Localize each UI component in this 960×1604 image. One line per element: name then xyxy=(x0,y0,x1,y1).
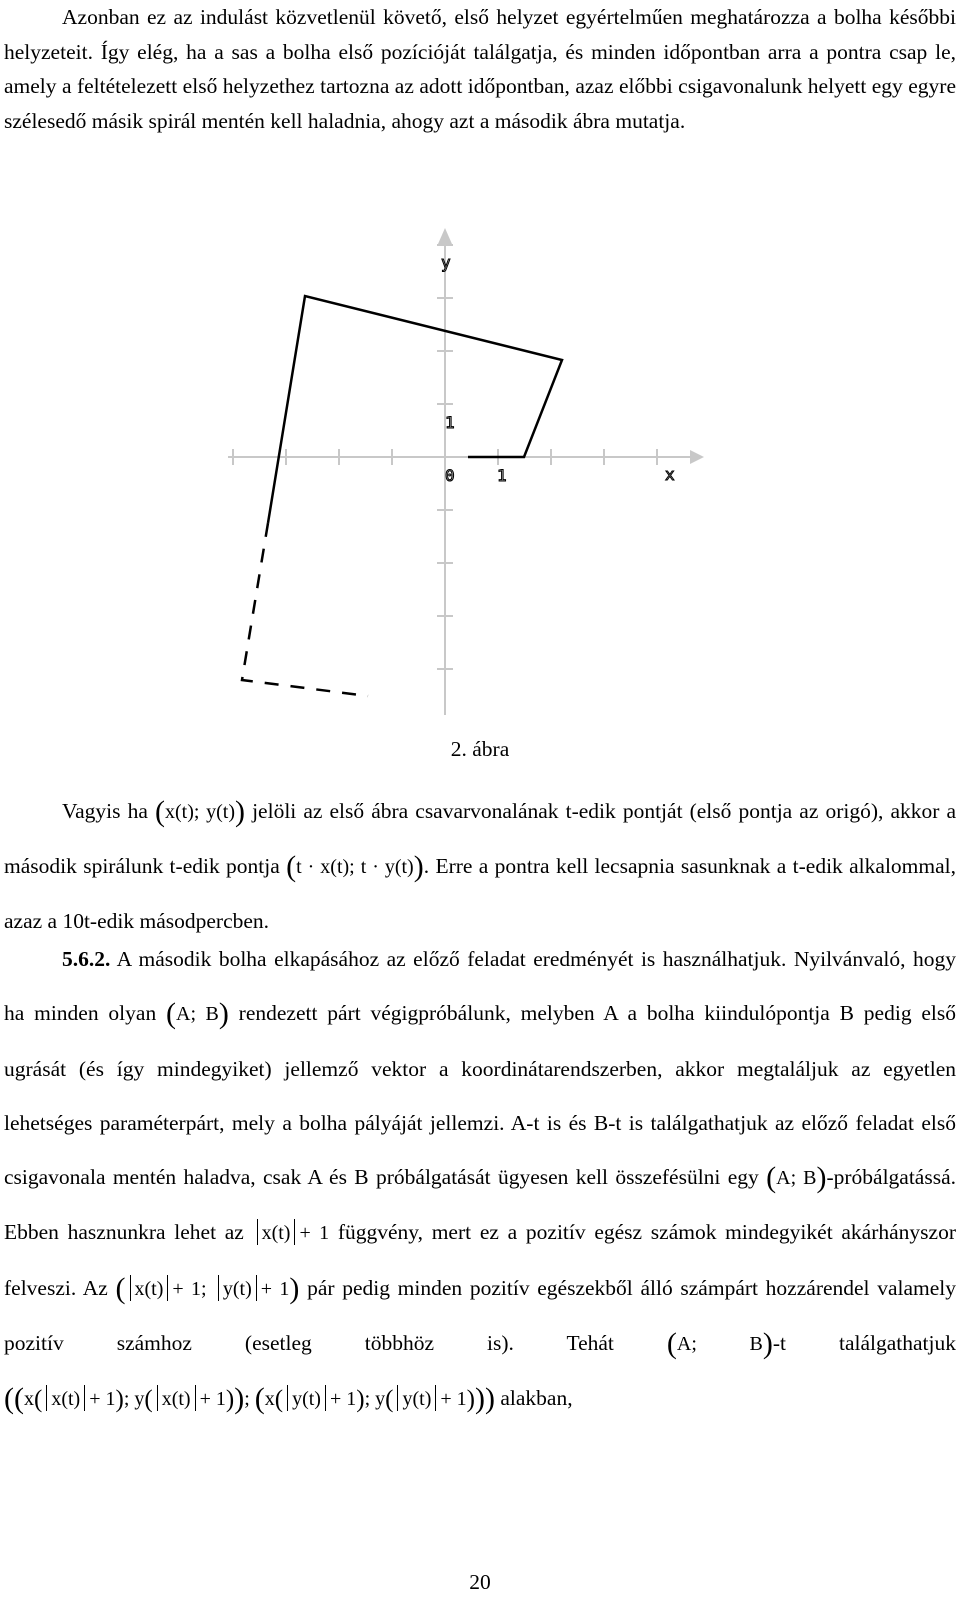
spiral-plot xyxy=(228,220,708,715)
y-axis-arrow xyxy=(438,228,452,244)
formula-pair-ab-2: (A; B) xyxy=(766,1161,827,1195)
paragraph-2 xyxy=(4,784,956,948)
paragraph-3-text-4: függvény, mert ez a pozitív egész számok mindegyikét akárhányszor felveszi. Az xyxy=(4,1220,956,1300)
paragraph-1 xyxy=(4,0,956,138)
spiral-dashed-path xyxy=(242,523,368,696)
formula-abs-pair: ( x(t) + 1; y(t) + 1) xyxy=(115,1271,300,1305)
section-number: 5.6.2. xyxy=(62,947,111,971)
figure-spiral xyxy=(228,220,708,715)
formula-abs-function: x(t) + 1 xyxy=(253,1222,330,1244)
formula-composite-guess: ((x( x(t) + 1); y( x(t) + 1)); (x( y(t) + 1); y( y(t) + 1))) xyxy=(4,1382,495,1416)
tick-label-y-1: 1 xyxy=(445,413,455,432)
paragraph-2-text-2: jelöli az első ábra csavarvonalának t-edik pontját (első pontja az origó), akkor a második spirálunk t-edik pontja xyxy=(4,799,957,878)
paragraph-3-text-7: alakban, xyxy=(500,1386,573,1411)
y-axis-label: y xyxy=(441,253,451,272)
paragraph-2-text-1: Vagyis ha xyxy=(62,799,148,823)
spiral-solid-path xyxy=(268,296,562,523)
page-number: 20 xyxy=(469,1570,491,1594)
paragraph-3-text-2: rendezett párt végigpróbálunk, melyben A a bolha kiindulópontja B pedig első ugrását (és így mindegyiket) jellemző vektor a koordinátarendszerben, akkor megtaláljuk az egyetlen lehetséges paraméterpárt, mely a bolha pályáját jellemzi. A-t is és B-t is találgathatjuk az előző feladat első csigavonala mentén haladva, csak A és B próbálgatását ügyesen kell összefésülni egy xyxy=(4,1001,957,1190)
paragraph-2-text-3: . Erre a pontra kell lecsapnia sasunknak a t-edik alkalommal, azaz a 10t-edik másodpercben. xyxy=(4,854,957,933)
formula-pair-ab-1: (A; B) xyxy=(166,997,229,1031)
x-axis-arrow xyxy=(690,450,704,464)
paragraph-3-text-5: pár pedig minden pozitív egészekből álló számpárt hozzárendel valamely pozitív számhoz (esetleg többhöz is). Tehát xyxy=(4,1275,957,1356)
x-axis-label: x xyxy=(665,465,675,484)
paragraph-3-text-6: -t találgathatjuk xyxy=(772,1331,957,1356)
paragraph-3-text-1: A második bolha elkapásához az előző feladat eredményét is használhatjuk. Nyilvánvaló, hogy ha minden olyan xyxy=(4,947,956,1026)
coordinate-axes xyxy=(228,228,704,715)
formula-pair-ab-3: (A; B) xyxy=(666,1327,773,1361)
paragraph-3-text-3: -próbálgatássá. Ebben hasznunkra lehet az xyxy=(4,1165,956,1245)
tick-label-origin: 0 xyxy=(445,466,455,485)
tick-label-x-1: 1 xyxy=(497,466,507,485)
figure-caption: 2. ábra xyxy=(450,737,510,761)
paragraph-3 xyxy=(4,932,956,1428)
paragraph-1-text: Azonban ez az indulást közvetlenül követő, első helyzet egyértelműen meghatározza a bolha későbbi helyzeteit. Így elég, ha a sas a bolha első pozícióját találgatja, és minden időpontban arra a pontra csap le, amely a feltételezett első helyzethez tartozna az adott időpontban, azaz előbbi csigavonalunk helyett egy egyre szélesedő másik spirál mentén kell haladnia, ahogy azt a második ábra mutatja. xyxy=(4,5,956,133)
formula-point-xy: (x(t); y(t)) xyxy=(154,795,245,828)
formula-scaled-point: (t · x(t); t · y(t)) xyxy=(286,850,424,883)
